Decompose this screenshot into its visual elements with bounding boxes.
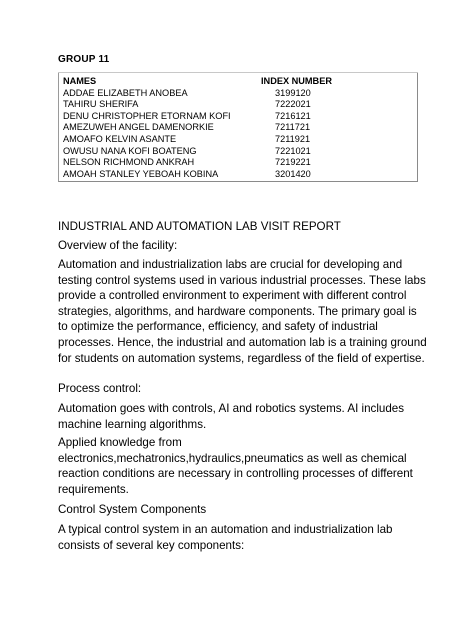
table-row [63,122,375,134]
header-names: NAMES [63,76,97,86]
table-row [63,99,375,111]
components-heading: Control System Components [58,503,207,516]
table-row [63,134,375,146]
table-header-row [63,76,375,88]
process-body-2: Applied knowledge from electronics,mechatronics,hydraulics,pneumatics as well as chemical reaction conditions are necessary in controlling processes of different requirements. [58,436,413,496]
member-name: TAHIRU SHERIFA [63,99,139,110]
process-paragraph-1 [58,401,428,432]
header-index-number: INDEX NUMBER [261,76,332,86]
member-index: 7222021 [275,99,311,110]
overview-body: Automation and industrialization labs are crucial for developing and testing control systems used in various industrial processes. These labs provide a controlled environment to experiment with different control strategies, algorithms, and hardware components. The primary goal is to optimize the performance, efficiency, and safety of industrial processes. Hence, the industrial and automation lab is a training ground for students on automation systems, regardless of the field of expertise. [58,258,427,365]
member-name: AMOAFO KELVIN ASANTE [63,133,177,144]
member-index: 7216121 [275,110,311,121]
member-name: DENU CHRISTOPHER ETORNAM KOFI [63,110,231,121]
overview-heading: Overview of the facility: [58,239,178,252]
group-title: GROUP 11 [58,54,110,65]
member-name: OWUSU NANA KOFI BOATENG [63,145,197,156]
components-body: A typical control system in an automation and industrialization lab consists of several key components: [58,523,393,552]
members-table-frame [58,72,418,182]
member-name: ADDAE ELIZABETH ANOBEA [63,87,188,98]
table-row [63,157,375,169]
process-paragraph-2 [58,435,428,497]
members-table [63,76,375,180]
table-row [63,169,375,181]
table-row [63,88,375,100]
process-body-1: Automation goes with controls, AI and robotics systems. AI includes machine learning algorithms. [58,402,405,431]
member-index: 7221021 [275,145,311,156]
member-index: 3201420 [275,168,311,179]
process-control-heading: Process control: [58,382,142,395]
report-title: INDUSTRIAL AND AUTOMATION LAB VISIT REPORT [58,220,341,233]
member-index: 7211721 [275,122,311,133]
member-name: NELSON RICHMOND ANKRAH [63,157,195,168]
member-index: 7211921 [275,133,311,144]
table-row [63,111,375,123]
components-paragraph [58,522,428,553]
overview-paragraph [58,257,428,366]
table-row [63,146,375,158]
member-index: 3199120 [275,87,311,98]
member-name: AMOAH STANLEY YEBOAH KOBINA [63,168,219,179]
member-index: 7219221 [275,157,311,168]
member-name: AMEZUWEH ANGEL DAMENORKIE [63,122,214,133]
